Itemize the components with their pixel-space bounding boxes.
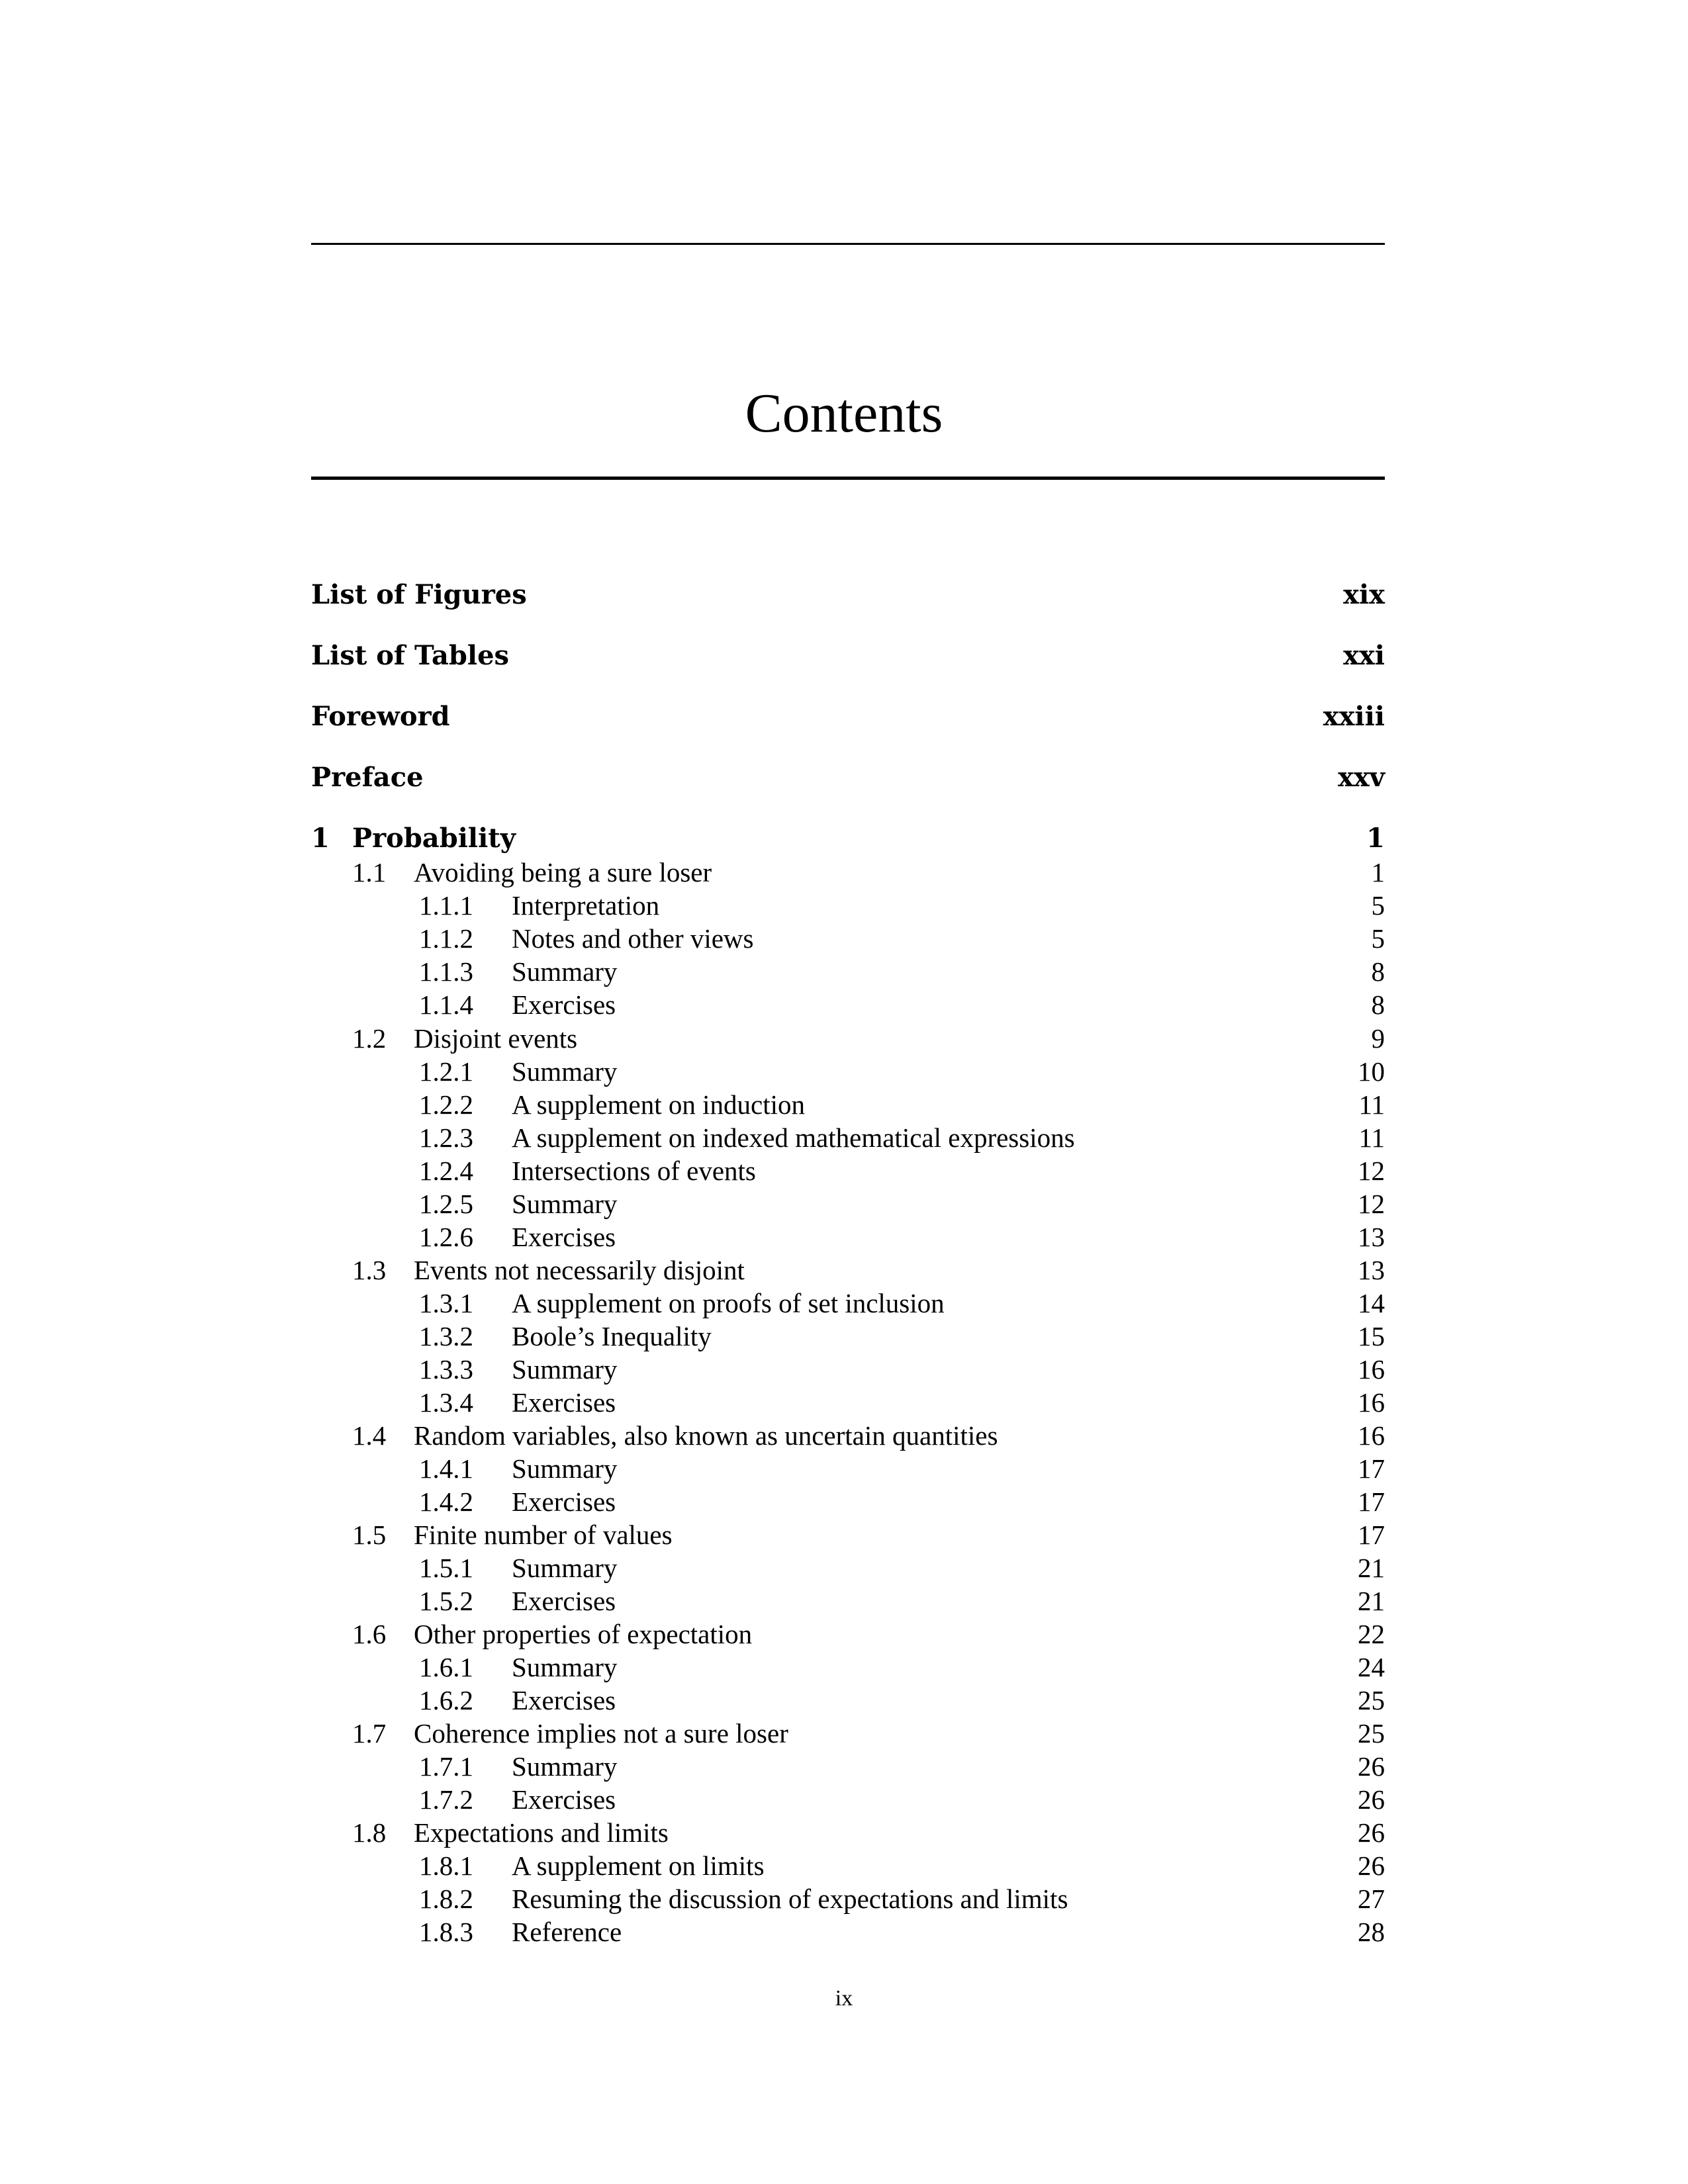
- toc-entry-page: 21: [1358, 1553, 1385, 1583]
- toc-entry-number: 1.1: [352, 857, 387, 887]
- toc-section[interactable]: [311, 1254, 1385, 1286]
- toc-section[interactable]: [311, 1420, 1385, 1451]
- toc-entry-number: 1.1.4: [419, 989, 473, 1020]
- toc-entry-page: xxiii: [1323, 701, 1385, 732]
- toc-entry-page: 11: [1358, 1122, 1385, 1153]
- toc-entry-page: 15: [1358, 1321, 1385, 1351]
- toc-entry-number: 1.8: [352, 1817, 387, 1848]
- toc-entry-number: 1.3: [352, 1255, 387, 1285]
- toc-entry-number: 1.2.1: [419, 1056, 473, 1087]
- toc-section[interactable]: [311, 1817, 1385, 1848]
- toc-entry-number: 1.3.3: [419, 1354, 473, 1385]
- toc-subsection[interactable]: [311, 1916, 1385, 1948]
- toc-entry-label: Boole’s Inequality: [512, 1321, 712, 1351]
- toc-subsection[interactable]: [311, 889, 1385, 921]
- toc-entry-list-of-figures[interactable]: [311, 579, 1385, 611]
- toc-entry-number: 1.7: [352, 1718, 387, 1749]
- toc-entry-label: Coherence implies not a sure loser: [414, 1718, 788, 1749]
- toc-entry-label: Other properties of expectation: [414, 1619, 753, 1649]
- toc-entry-page: 10: [1358, 1056, 1385, 1087]
- toc-entry-page: 12: [1358, 1189, 1385, 1219]
- toc-entry-foreword[interactable]: [311, 701, 1385, 733]
- toc-subsection[interactable]: [311, 1850, 1385, 1882]
- toc-entry-number: 1.2.3: [419, 1122, 473, 1153]
- toc-subsection[interactable]: [311, 1122, 1385, 1154]
- toc-entry-label: Reference: [512, 1917, 622, 1947]
- toc-entry-page: 5: [1371, 890, 1385, 921]
- toc-entry-label: Summary: [512, 1056, 618, 1087]
- toc-entry-label: A supplement on proofs of set inclusion: [512, 1288, 945, 1318]
- toc-subsection[interactable]: [311, 1486, 1385, 1518]
- toc-entry-label: Exercises: [512, 1486, 616, 1517]
- toc-subsection[interactable]: [311, 1221, 1385, 1253]
- toc-subsection[interactable]: [311, 1188, 1385, 1220]
- toc-entry-page: 16: [1358, 1354, 1385, 1385]
- toc-entry-page: 25: [1358, 1718, 1385, 1749]
- toc-section[interactable]: [311, 1618, 1385, 1650]
- toc-entry-number: 1.8.3: [419, 1917, 473, 1947]
- toc-entry-number: 1.3.1: [419, 1288, 473, 1318]
- toc-section[interactable]: [311, 1717, 1385, 1749]
- table-of-contents: [311, 0, 1385, 2184]
- toc-subsection[interactable]: [311, 1784, 1385, 1815]
- toc-entry-page: 27: [1358, 1884, 1385, 1914]
- toc-entry-label: Summary: [512, 1189, 618, 1219]
- toc-entry-label: Summary: [512, 1553, 618, 1583]
- toc-entry-label: Finite number of values: [414, 1520, 673, 1550]
- toc-entry-label: Exercises: [512, 1387, 616, 1418]
- toc-entry-page: 13: [1358, 1255, 1385, 1285]
- toc-entry-label: Disjoint events: [414, 1023, 578, 1054]
- toc-entry-label: Preface: [311, 762, 424, 793]
- toc-entry-page: 8: [1371, 956, 1385, 987]
- toc-subsection[interactable]: [311, 1883, 1385, 1915]
- toc-entry-number: 1: [311, 823, 330, 854]
- toc-entry-label: A supplement on limits: [512, 1850, 765, 1881]
- toc-section[interactable]: [311, 856, 1385, 888]
- toc-entry-number: 1.1.3: [419, 956, 473, 987]
- toc-entry-label: List of Figures: [311, 579, 527, 610]
- toc-entry-number: 1.2: [352, 1023, 387, 1054]
- toc-entry-page: 26: [1358, 1784, 1385, 1815]
- toc-entry-number: 1.3.2: [419, 1321, 473, 1351]
- toc-entry-label: Intersections of events: [512, 1156, 756, 1186]
- toc-entry-page: 11: [1358, 1089, 1385, 1120]
- toc-entry-list-of-tables[interactable]: [311, 640, 1385, 672]
- toc-entry-label: Summary: [512, 1354, 618, 1385]
- toc-entry-page: 22: [1358, 1619, 1385, 1649]
- toc-entry-label: Exercises: [512, 989, 616, 1020]
- toc-entry-label: Events not necessarily disjoint: [414, 1255, 745, 1285]
- toc-entry-page: 14: [1358, 1288, 1385, 1318]
- toc-entry-label: Summary: [512, 956, 618, 987]
- toc-entry-number: 1.2.5: [419, 1189, 473, 1219]
- toc-section[interactable]: [311, 1023, 1385, 1054]
- toc-entry-page: 26: [1358, 1751, 1385, 1782]
- toc-entry-page: 28: [1358, 1917, 1385, 1947]
- toc-entry-number: 1.5.1: [419, 1553, 473, 1583]
- toc-entry-page: 26: [1358, 1850, 1385, 1881]
- toc-subsection[interactable]: [311, 956, 1385, 987]
- toc-entry-page: 16: [1358, 1387, 1385, 1418]
- toc-entry-label: Resuming the discussion of expectations and limits: [512, 1884, 1068, 1914]
- toc-entry-page: xix: [1343, 579, 1385, 610]
- toc-entry-number: 1.1.1: [419, 890, 473, 921]
- toc-section[interactable]: [311, 1519, 1385, 1551]
- toc-entry-number: 1.6.2: [419, 1685, 473, 1715]
- toc-entry-label: Exercises: [512, 1586, 616, 1616]
- toc-entry-label: Exercises: [512, 1685, 616, 1715]
- toc-entry-label: Random variables, also known as uncertain quantities: [414, 1420, 998, 1451]
- toc-entry-label: Exercises: [512, 1784, 616, 1815]
- toc-entry-number: 1.6.1: [419, 1652, 473, 1682]
- toc-entry-number: 1.7.1: [419, 1751, 473, 1782]
- toc-entry-label: Interpretation: [512, 890, 660, 921]
- toc-subsection[interactable]: [311, 1453, 1385, 1484]
- toc-entry-label: A supplement on induction: [512, 1089, 805, 1120]
- toc-subsection[interactable]: [311, 1056, 1385, 1087]
- toc-entry-number: 1.8.1: [419, 1850, 473, 1881]
- toc-subsection[interactable]: [311, 1751, 1385, 1782]
- toc-entry-page: 9: [1371, 1023, 1385, 1054]
- toc-entry-label: A supplement on indexed mathematical expressions: [512, 1122, 1075, 1153]
- toc-entry-label: Summary: [512, 1652, 618, 1682]
- toc-subsection[interactable]: [311, 1320, 1385, 1352]
- toc-entry-number: 1.2.4: [419, 1156, 473, 1186]
- toc-entry-number: 1.4: [352, 1420, 387, 1451]
- toc-subsection[interactable]: [311, 1684, 1385, 1716]
- toc-entry-number: 1.4.2: [419, 1486, 473, 1517]
- toc-entry-number: 1.6: [352, 1619, 387, 1649]
- toc-entry-number: 1.2.6: [419, 1222, 473, 1252]
- toc-chapter-1[interactable]: [311, 823, 1385, 854]
- page-number: ix: [835, 1986, 853, 2011]
- toc-entry-page: 8: [1371, 989, 1385, 1020]
- toc-entry-page: 16: [1358, 1420, 1385, 1451]
- toc-entry-page: 24: [1358, 1652, 1385, 1682]
- toc-subsection[interactable]: [311, 1287, 1385, 1319]
- toc-entry-page: 13: [1358, 1222, 1385, 1252]
- toc-entry-label: Probability: [352, 823, 516, 854]
- toc-entry-number: 1.1.2: [419, 923, 473, 954]
- toc-subsection[interactable]: [311, 1089, 1385, 1120]
- toc-subsection[interactable]: [311, 1353, 1385, 1385]
- toc-entry-number: 1.8.2: [419, 1884, 473, 1914]
- toc-entry-label: Exercises: [512, 1222, 616, 1252]
- toc-entry-page: 21: [1358, 1586, 1385, 1616]
- toc-entry-label: Expectations and limits: [414, 1817, 669, 1848]
- toc-entry-page: 25: [1358, 1685, 1385, 1715]
- toc-entry-page: xxv: [1338, 762, 1385, 793]
- toc-entry-page: 17: [1358, 1453, 1385, 1484]
- toc-entry-number: 1.3.4: [419, 1387, 473, 1418]
- toc-entry-number: 1.4.1: [419, 1453, 473, 1484]
- toc-subsection[interactable]: [311, 1585, 1385, 1617]
- toc-entry-number: 1.2.2: [419, 1089, 473, 1120]
- toc-subsection[interactable]: [311, 989, 1385, 1021]
- toc-entry-preface[interactable]: [311, 762, 1385, 794]
- toc-subsection[interactable]: [311, 923, 1385, 954]
- toc-entry-label: Notes and other views: [512, 923, 754, 954]
- toc-entry-label: Avoiding being a sure loser: [414, 857, 712, 887]
- toc-entry-label: Summary: [512, 1453, 618, 1484]
- toc-subsection[interactable]: [311, 1155, 1385, 1187]
- toc-entry-page: 26: [1358, 1817, 1385, 1848]
- toc-entry-number: 1.5: [352, 1520, 387, 1550]
- toc-entry-label: Foreword: [311, 701, 450, 732]
- toc-entry-page: 1: [1371, 857, 1385, 887]
- toc-entry-page: xxi: [1343, 640, 1385, 671]
- toc-subsection[interactable]: [311, 1552, 1385, 1584]
- toc-entry-page: 17: [1358, 1486, 1385, 1517]
- toc-entry-number: 1.5.2: [419, 1586, 473, 1616]
- toc-entry-number: 1.7.2: [419, 1784, 473, 1815]
- page-title: Contents: [745, 383, 943, 444]
- toc-entry-page: 5: [1371, 923, 1385, 954]
- toc-subsection[interactable]: [311, 1387, 1385, 1418]
- toc-entry-page: 17: [1358, 1520, 1385, 1550]
- toc-entry-label: List of Tables: [311, 640, 510, 671]
- toc-subsection[interactable]: [311, 1651, 1385, 1683]
- toc-entry-label: Summary: [512, 1751, 618, 1782]
- toc-entry-page: 1: [1366, 823, 1385, 854]
- toc-entry-page: 12: [1358, 1156, 1385, 1186]
